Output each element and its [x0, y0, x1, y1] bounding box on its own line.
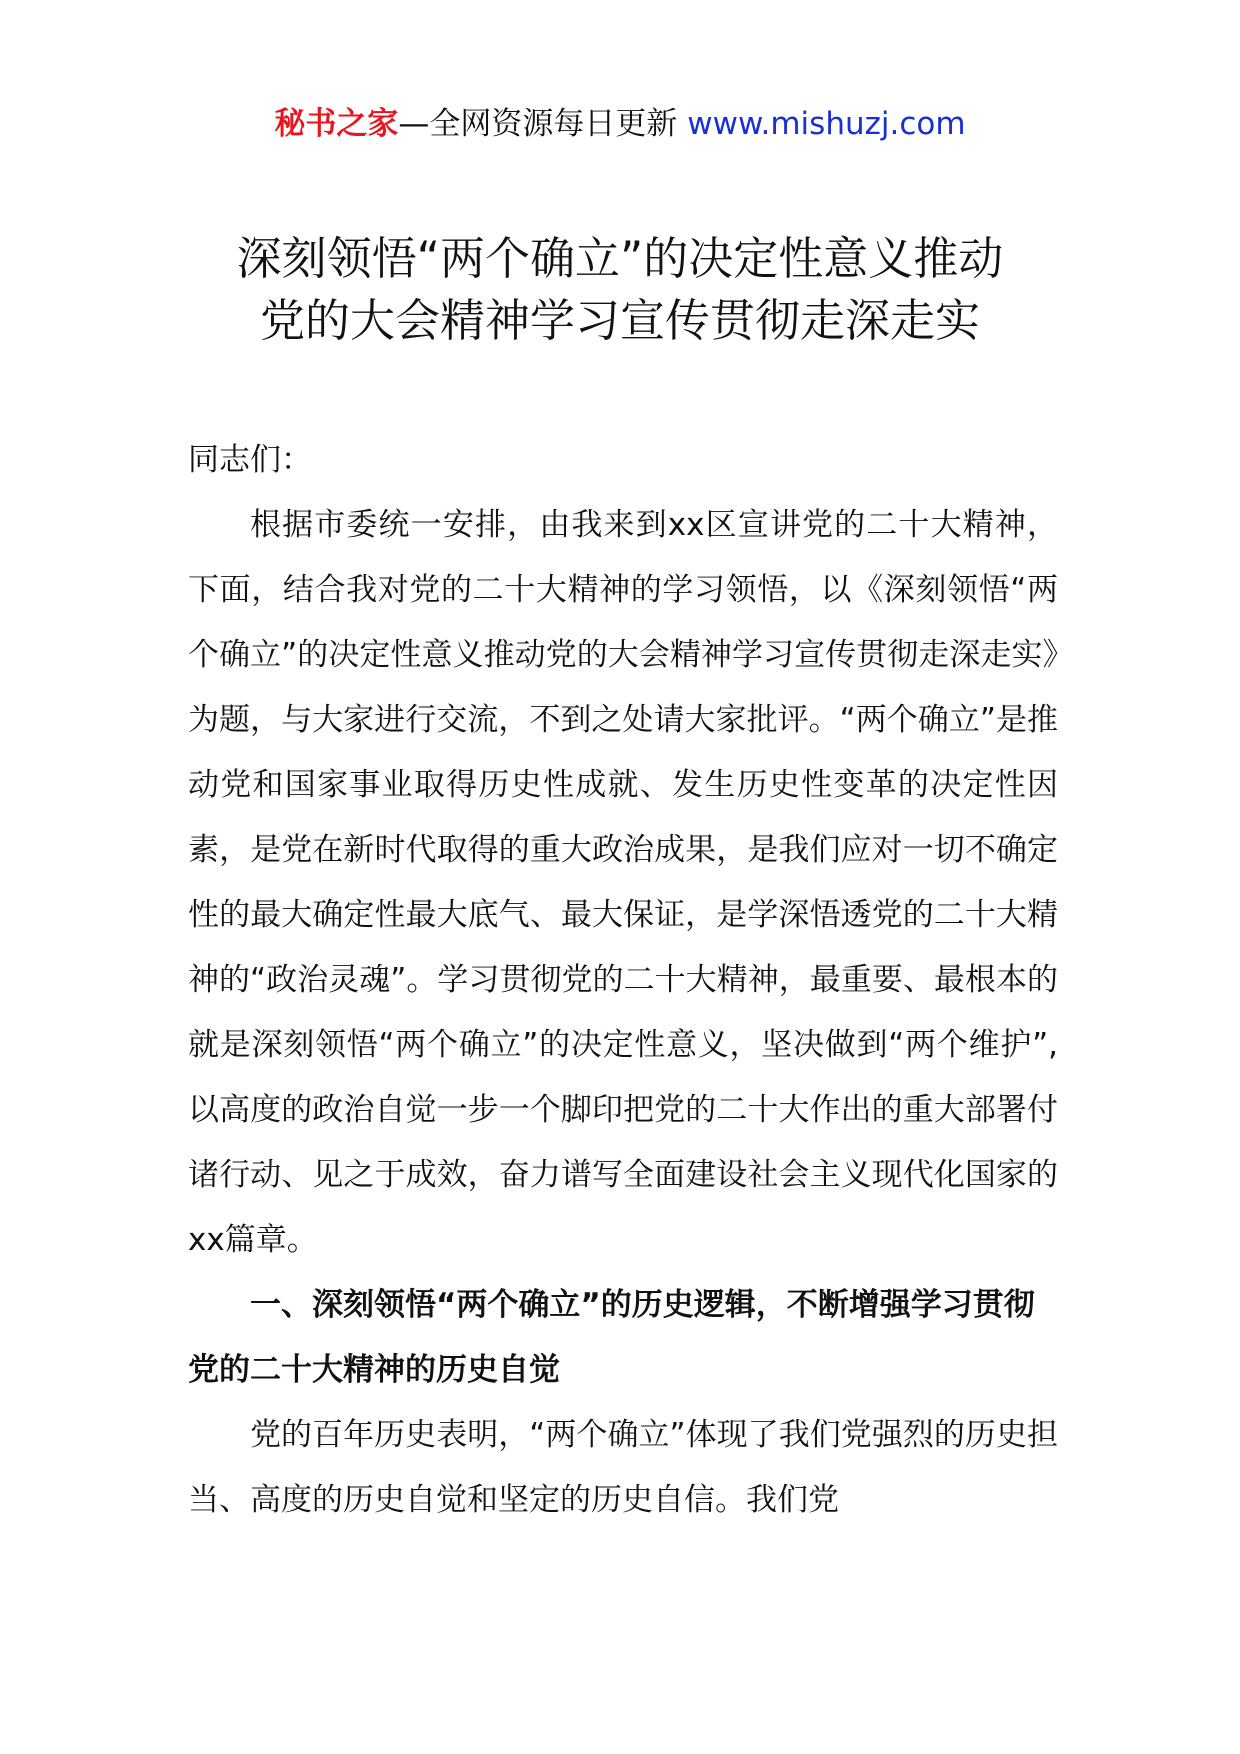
header-tagline: —全网资源每日更新 [398, 106, 678, 142]
site-header-banner [0, 102, 1240, 146]
title-line-1: 深刻领悟“两个确立”的决定性意义推动 [236, 232, 1004, 285]
brand-name: 秘书之家 [274, 106, 399, 142]
paragraph-intro: 根据市委统一安排，由我来到xx区宣讲党的二十大精神，下面，结合我对党的二十大精神的学习领悟，以《深刻领悟“两个确立”的决定性意义推动党的大会精神学习宣传贯彻走深走实》为题，与大家进行交流，不到之处请大家批评。“两个确立”是推动党和国家事业取得历史性成就、发生历史性变革的决定性因素，是党在新时代取得的重大政治成果，是我们应对一切不确定性的最大确定性最大底气、最大保证，是学深悟透党的二十大精神的“政治灵魂”。学习贯彻党的二十大精神，最重要、最根本的就是深刻领悟“两个确立”的决定性意义，坚决做到“两个维护”,以高度的政治自觉一步一个脚印把党的二十大作出的重大部署付诸行动、见之于成效，奋力谱写全面建设社会主义现代化国家的xx篇章。 [188, 507, 1058, 1258]
site-url-link[interactable]: www.mishuzj.com [687, 106, 966, 142]
document-title [120, 228, 1120, 352]
greeting: 同志们： [188, 442, 312, 478]
paragraph-section-1: 党的百年历史表明，“两个确立”体现了我们党强烈的历史担当、高度的历史自觉和坚定的历史自信。我们党 [188, 1417, 1058, 1518]
document-body [188, 428, 1058, 1533]
section-heading-1: 一、深刻领悟“两个确立”的历史逻辑，不断增强学习贯彻党的二十大精神的历史自觉 [188, 1287, 1035, 1388]
title-line-2: 党的大会精神学习宣传贯彻走深走实 [259, 294, 980, 347]
